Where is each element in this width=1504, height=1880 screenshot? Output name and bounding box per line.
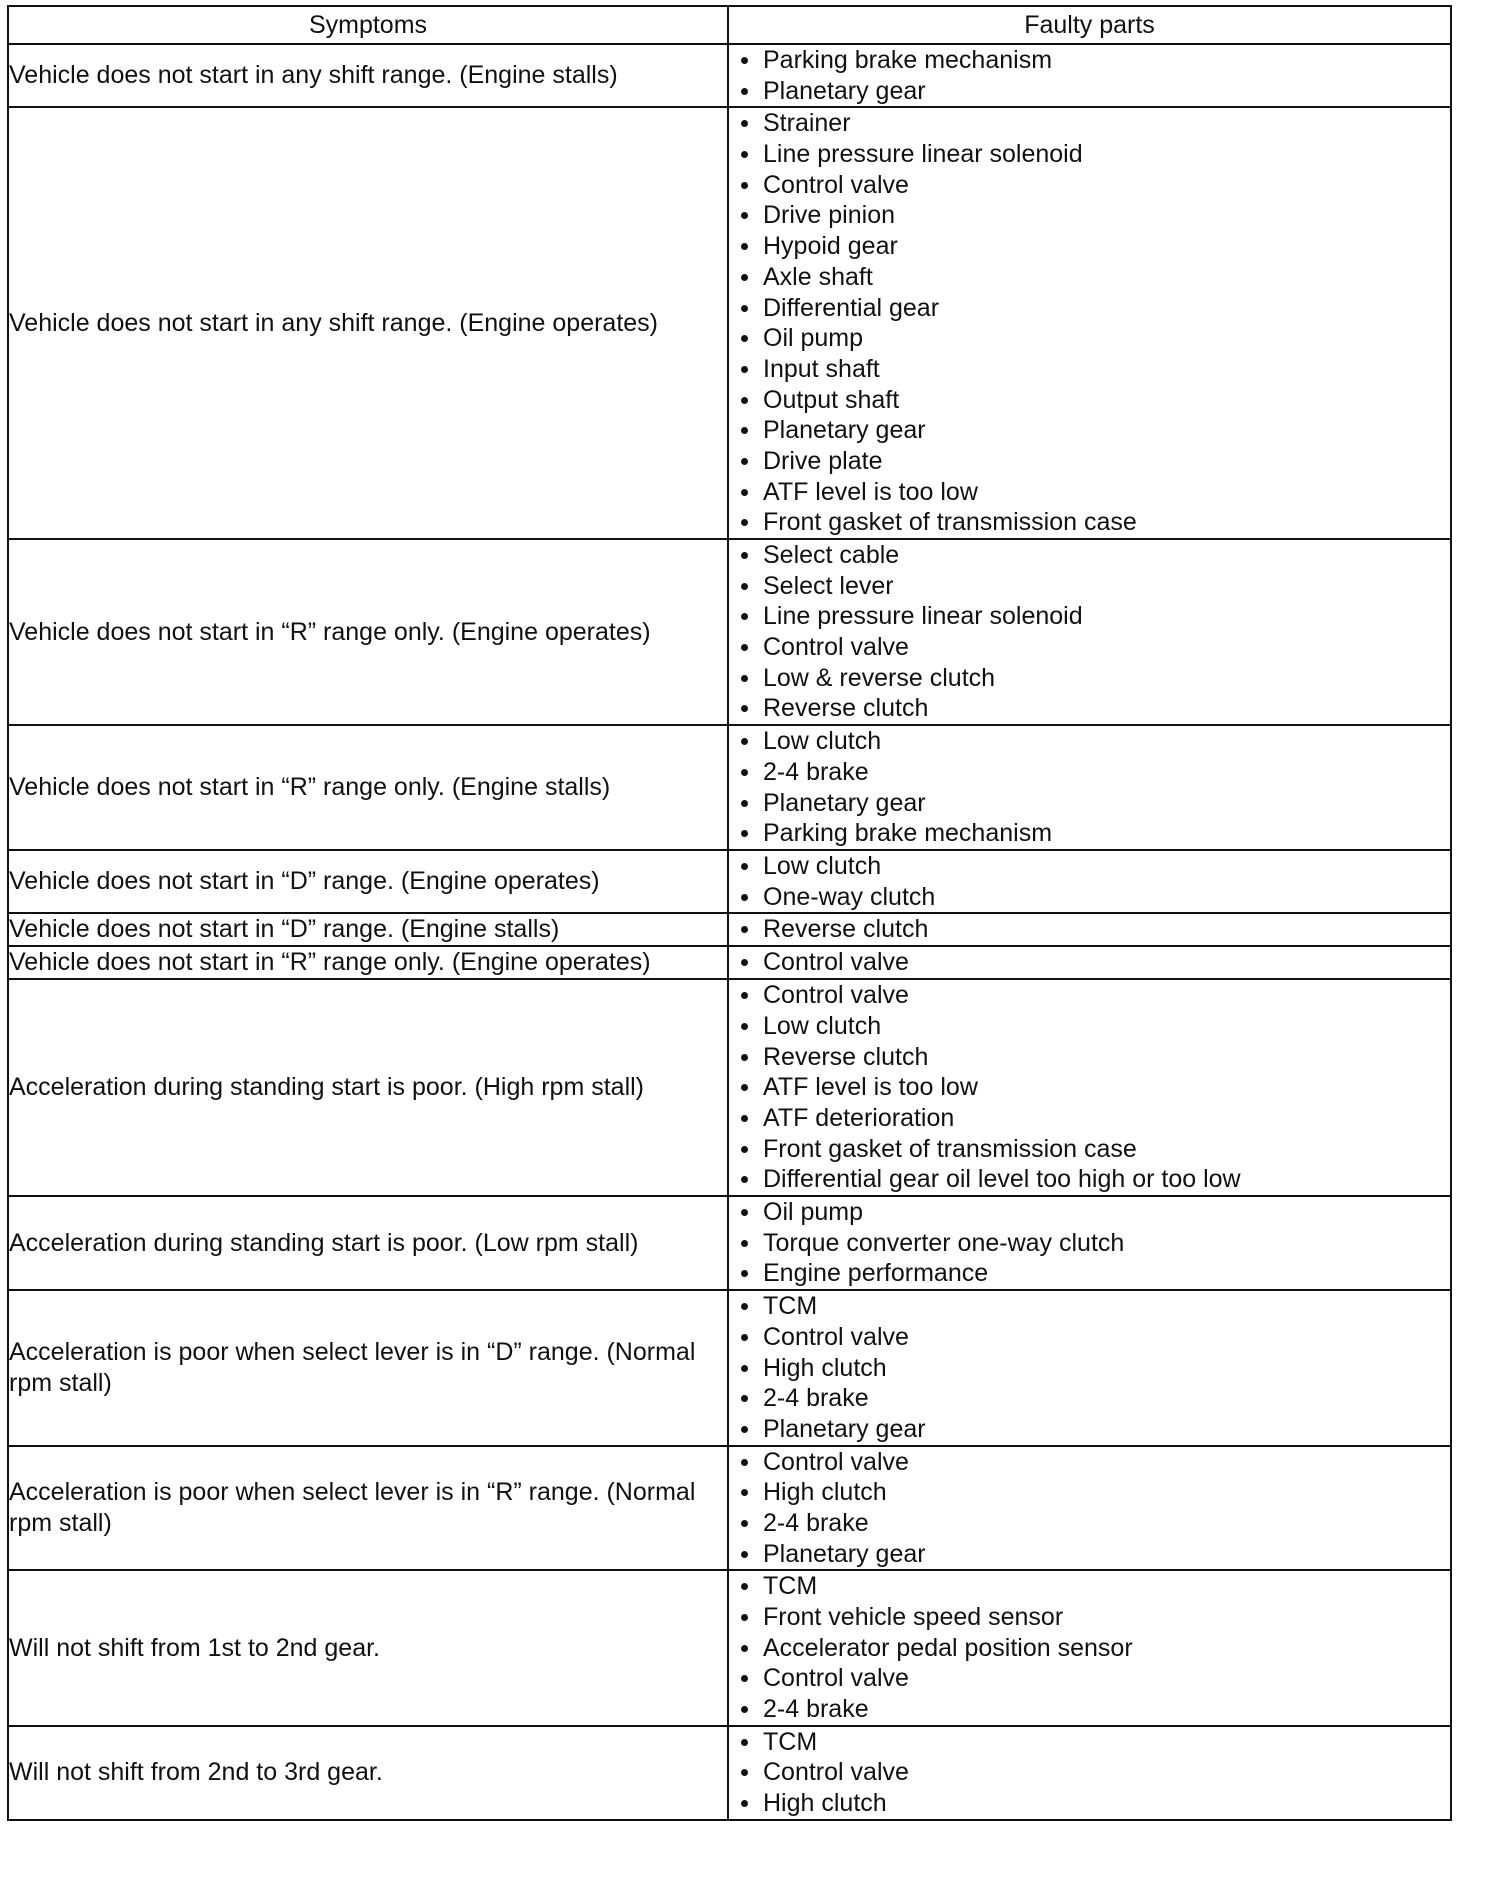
faulty-parts-cell xyxy=(728,725,1451,850)
bullet-icon xyxy=(741,274,748,281)
bullet-icon xyxy=(741,830,748,837)
faulty-part-label: Control valve xyxy=(763,1664,909,1693)
bullet-icon xyxy=(741,1115,748,1122)
bullet-icon xyxy=(741,1209,748,1216)
faulty-parts-list xyxy=(729,1197,1450,1289)
bullet-icon xyxy=(741,489,748,496)
faulty-part-label: Axle shaft xyxy=(763,262,873,291)
faulty-parts-list xyxy=(729,851,1450,912)
faulty-part-label: Low clutch xyxy=(763,851,882,880)
bullet-icon xyxy=(741,1365,748,1372)
list-item xyxy=(729,632,1450,663)
list-item xyxy=(729,1788,1450,1819)
header-faulty-parts: Faulty parts xyxy=(728,6,1451,44)
faulty-parts-list xyxy=(729,726,1450,849)
list-item xyxy=(729,726,1450,757)
header-symptoms: Symptoms xyxy=(8,6,728,44)
table-body xyxy=(8,44,1451,1820)
faulty-parts-cell xyxy=(728,107,1451,539)
list-item xyxy=(729,477,1450,508)
bullet-icon xyxy=(741,926,748,933)
bullet-icon xyxy=(741,151,748,158)
list-item xyxy=(729,1258,1450,1289)
table-row xyxy=(8,946,1451,979)
faulty-part-label: ATF deterioration xyxy=(763,1104,955,1132)
faulty-part-label: Parking brake mechanism xyxy=(763,46,1053,74)
table-row xyxy=(8,1196,1451,1290)
faulty-part-label: Torque converter one-way clutch xyxy=(763,1228,1125,1257)
faulty-parts-cell xyxy=(728,1726,1451,1820)
list-item xyxy=(729,851,1450,882)
bullet-icon xyxy=(741,705,748,712)
list-item xyxy=(729,571,1450,602)
symptom-cell: Will not shift from 1st to 2nd gear. xyxy=(8,1570,728,1725)
list-item xyxy=(729,76,1450,107)
list-item xyxy=(729,507,1450,538)
list-item xyxy=(729,446,1450,477)
bullet-icon xyxy=(741,212,748,219)
list-item xyxy=(729,1164,1450,1195)
bullet-icon xyxy=(741,182,748,189)
bullet-icon xyxy=(741,894,748,901)
bullet-icon xyxy=(741,800,748,807)
bullet-icon xyxy=(741,1551,748,1558)
faulty-parts-list xyxy=(729,914,1450,945)
bullet-icon xyxy=(741,120,748,127)
list-item xyxy=(729,1103,1450,1134)
bullet-icon xyxy=(741,397,748,404)
table-row xyxy=(8,44,1451,107)
faulty-parts-cell xyxy=(728,946,1451,979)
bullet-icon xyxy=(741,1800,748,1807)
faulty-part-label: Differential gear xyxy=(763,293,940,322)
faulty-part-label: Engine performance xyxy=(763,1259,989,1288)
faulty-part-label: Input shaft xyxy=(763,354,880,383)
faulty-parts-cell xyxy=(728,979,1451,1196)
bullet-icon xyxy=(741,1645,748,1652)
faulty-part-label: Reverse clutch xyxy=(763,694,929,723)
bullet-icon xyxy=(741,1614,748,1621)
bullet-icon xyxy=(741,458,748,465)
bullet-icon xyxy=(741,366,748,373)
table-row xyxy=(8,539,1451,725)
faulty-part-label: Planetary gear xyxy=(763,76,926,105)
bullet-icon xyxy=(741,1426,748,1433)
faulty-part-label: Hypoid gear xyxy=(763,232,898,261)
symptom-cell: Vehicle does not start in “R” range only. (Engine operates) xyxy=(8,539,728,725)
bullet-icon xyxy=(741,769,748,776)
faulty-part-label: High clutch xyxy=(763,1789,887,1818)
faulty-part-label: Parking brake mechanism xyxy=(763,819,1053,848)
bullet-icon xyxy=(741,1769,748,1776)
bullet-icon xyxy=(741,738,748,745)
faulty-part-label: Front vehicle speed sensor xyxy=(763,1603,1064,1631)
list-item xyxy=(729,293,1450,324)
symptom-cell: Acceleration is poor when select lever is in “R” range. (Normal rpm stall) xyxy=(8,1446,728,1571)
list-item xyxy=(729,1447,1450,1478)
faulty-part-label: ATF level is too low xyxy=(763,477,978,506)
table-row xyxy=(8,725,1451,850)
faulty-part-label: Planetary gear xyxy=(763,416,926,445)
list-item xyxy=(729,231,1450,262)
faulty-part-label: One-way clutch xyxy=(763,882,936,911)
faulty-parts-list xyxy=(729,947,1450,978)
bullet-icon xyxy=(741,1270,748,1277)
table-row xyxy=(8,979,1451,1196)
list-item xyxy=(729,601,1450,632)
faulty-part-label: 2-4 brake xyxy=(763,1695,869,1724)
list-item xyxy=(729,415,1450,446)
bullet-icon xyxy=(741,1489,748,1496)
faulty-part-label: Oil pump xyxy=(763,324,864,353)
faulty-part-label: TCM xyxy=(763,1292,818,1321)
list-item xyxy=(729,1539,1450,1570)
list-item xyxy=(729,108,1450,139)
faulty-part-label: Drive plate xyxy=(763,446,883,475)
header-row xyxy=(8,6,1451,44)
symptom-cell: Will not shift from 2nd to 3rd gear. xyxy=(8,1726,728,1820)
faulty-part-label: Reverse clutch xyxy=(763,1042,929,1071)
faulty-part-label: Line pressure linear solenoid xyxy=(763,602,1083,631)
list-item xyxy=(729,323,1450,354)
list-item xyxy=(729,1322,1450,1353)
bullet-icon xyxy=(741,552,748,559)
bullet-icon xyxy=(741,613,748,620)
list-item xyxy=(729,693,1450,724)
list-item xyxy=(729,1383,1450,1414)
bullet-icon xyxy=(741,992,748,999)
faulty-part-label: Control valve xyxy=(763,633,909,662)
list-item xyxy=(729,1197,1450,1228)
symptom-cell: Acceleration is poor when select lever is in “D” range. (Normal rpm stall) xyxy=(8,1290,728,1445)
table-row xyxy=(8,850,1451,913)
symptom-cell: Vehicle does not start in “R” range only. (Engine operates) xyxy=(8,946,728,979)
bullet-icon xyxy=(741,1303,748,1310)
faulty-parts-list xyxy=(729,108,1450,538)
list-item xyxy=(729,1134,1450,1165)
bullet-icon xyxy=(741,1520,748,1527)
list-item xyxy=(729,1414,1450,1445)
table-row xyxy=(8,1726,1451,1820)
faulty-parts-cell xyxy=(728,539,1451,725)
list-item xyxy=(729,1571,1450,1602)
bullet-icon xyxy=(741,519,748,526)
list-item xyxy=(729,1072,1450,1103)
faulty-parts-list xyxy=(729,1727,1450,1819)
table-row xyxy=(8,107,1451,539)
faulty-part-label: Control valve xyxy=(763,1447,909,1476)
list-item xyxy=(729,1757,1450,1788)
table-row xyxy=(8,1290,1451,1445)
faulty-part-label: TCM xyxy=(763,1572,818,1601)
faulty-parts-cell xyxy=(728,1290,1451,1445)
faulty-parts-list xyxy=(729,1571,1450,1724)
faulty-part-label: Line pressure linear solenoid xyxy=(763,140,1083,169)
bullet-icon xyxy=(741,1459,748,1466)
bullet-icon xyxy=(741,583,748,590)
faulty-part-label: Control valve xyxy=(763,1758,909,1787)
faulty-part-label: Low & reverse clutch xyxy=(763,663,996,692)
list-item xyxy=(729,1291,1450,1322)
faulty-part-label: Low clutch xyxy=(763,1011,882,1040)
faulty-part-label: Control valve xyxy=(763,1322,909,1351)
list-item xyxy=(729,385,1450,416)
faulty-parts-cell xyxy=(728,850,1451,913)
table-row xyxy=(8,1446,1451,1571)
list-item xyxy=(729,354,1450,385)
faulty-parts-list xyxy=(729,540,1450,724)
list-item xyxy=(729,139,1450,170)
table-row xyxy=(8,1570,1451,1725)
faulty-part-label: Differential gear oil level too high or too low xyxy=(763,1165,1241,1194)
list-item xyxy=(729,1228,1450,1259)
faulty-part-label: 2-4 brake xyxy=(763,757,869,786)
faulty-part-label: Drive pinion xyxy=(763,201,896,230)
bullet-icon xyxy=(741,959,748,966)
list-item xyxy=(729,200,1450,231)
list-item xyxy=(729,663,1450,694)
faulty-part-label: ATF level is too low xyxy=(763,1073,978,1102)
table-row xyxy=(8,913,1451,946)
list-item xyxy=(729,45,1450,76)
list-item xyxy=(729,1477,1450,1508)
list-item xyxy=(729,980,1450,1011)
bullet-icon xyxy=(741,335,748,342)
list-item xyxy=(729,1633,1450,1664)
bullet-icon xyxy=(741,1334,748,1341)
symptoms-faulty-parts-table xyxy=(7,5,1452,1821)
list-item xyxy=(729,1663,1450,1694)
faulty-part-label: Select cable xyxy=(763,541,900,569)
bullet-icon xyxy=(741,57,748,64)
list-item xyxy=(729,1042,1450,1073)
symptom-cell: Vehicle does not start in “D” range. (Engine operates) xyxy=(8,850,728,913)
list-item xyxy=(729,914,1450,945)
bullet-icon xyxy=(741,1675,748,1682)
bullet-icon xyxy=(741,1583,748,1590)
bullet-icon xyxy=(741,427,748,434)
faulty-parts-cell xyxy=(728,1196,1451,1290)
list-item xyxy=(729,788,1450,819)
bullet-icon xyxy=(741,88,748,95)
faulty-part-label: Planetary gear xyxy=(763,1414,926,1443)
faulty-part-label: Oil pump xyxy=(763,1198,864,1227)
faulty-parts-list xyxy=(729,45,1450,106)
faulty-part-label: High clutch xyxy=(763,1478,887,1507)
bullet-icon xyxy=(741,675,748,682)
faulty-part-label: Select lever xyxy=(763,571,894,600)
bullet-icon xyxy=(741,863,748,870)
bullet-icon xyxy=(741,305,748,312)
faulty-part-label: Front gasket of transmission case xyxy=(763,508,1137,537)
symptom-cell: Vehicle does not start in any shift range. (Engine stalls) xyxy=(8,44,728,107)
bullet-icon xyxy=(741,1739,748,1746)
faulty-part-label: Control valve xyxy=(763,948,909,977)
symptom-cell: Vehicle does not start in “R” range only. (Engine stalls) xyxy=(8,725,728,850)
faulty-part-label: Accelerator pedal position sensor xyxy=(763,1633,1133,1662)
bullet-icon xyxy=(741,644,748,651)
faulty-part-label: Reverse clutch xyxy=(763,915,929,944)
list-item xyxy=(729,262,1450,293)
faulty-parts-cell xyxy=(728,44,1451,107)
faulty-parts-cell xyxy=(728,913,1451,946)
faulty-part-label: TCM xyxy=(763,1727,818,1756)
symptom-cell: Vehicle does not start in any shift range. (Engine operates) xyxy=(8,107,728,539)
faulty-part-label: Front gasket of transmission case xyxy=(763,1134,1137,1163)
list-item xyxy=(729,947,1450,978)
list-item xyxy=(729,540,1450,571)
symptom-cell: Acceleration during standing start is poor. (Low rpm stall) xyxy=(8,1196,728,1290)
faulty-parts-list xyxy=(729,980,1450,1195)
faulty-part-label: 2-4 brake xyxy=(763,1384,869,1413)
bullet-icon xyxy=(741,1240,748,1247)
list-item xyxy=(729,1011,1450,1042)
bullet-icon xyxy=(741,1023,748,1030)
list-item xyxy=(729,818,1450,849)
bullet-icon xyxy=(741,1146,748,1153)
bullet-icon xyxy=(741,1176,748,1183)
list-item xyxy=(729,1353,1450,1384)
symptom-cell: Acceleration during standing start is poor. (High rpm stall) xyxy=(8,979,728,1196)
bullet-icon xyxy=(741,1084,748,1091)
list-item xyxy=(729,170,1450,201)
list-item xyxy=(729,1694,1450,1725)
faulty-part-label: Planetary gear xyxy=(763,788,926,817)
faulty-part-label: Low clutch xyxy=(763,727,882,756)
list-item xyxy=(729,757,1450,788)
faulty-part-label: High clutch xyxy=(763,1353,887,1382)
list-item xyxy=(729,1508,1450,1539)
faulty-part-label: Output shaft xyxy=(763,385,900,414)
faulty-part-label: Control valve xyxy=(763,170,909,199)
list-item xyxy=(729,1602,1450,1633)
list-item xyxy=(729,1727,1450,1758)
faulty-parts-list xyxy=(729,1447,1450,1570)
faulty-parts-cell xyxy=(728,1570,1451,1725)
faulty-part-label: Planetary gear xyxy=(763,1539,926,1568)
faulty-part-label: 2-4 brake xyxy=(763,1508,869,1537)
bullet-icon xyxy=(741,1054,748,1061)
bullet-icon xyxy=(741,1395,748,1402)
bullet-icon xyxy=(741,243,748,250)
list-item xyxy=(729,882,1450,913)
faulty-parts-list xyxy=(729,1291,1450,1444)
faulty-parts-cell xyxy=(728,1446,1451,1571)
faulty-part-label: Strainer xyxy=(763,109,851,138)
symptom-cell: Vehicle does not start in “D” range. (Engine stalls) xyxy=(8,913,728,946)
faulty-part-label: Control valve xyxy=(763,981,909,1010)
bullet-icon xyxy=(741,1706,748,1713)
